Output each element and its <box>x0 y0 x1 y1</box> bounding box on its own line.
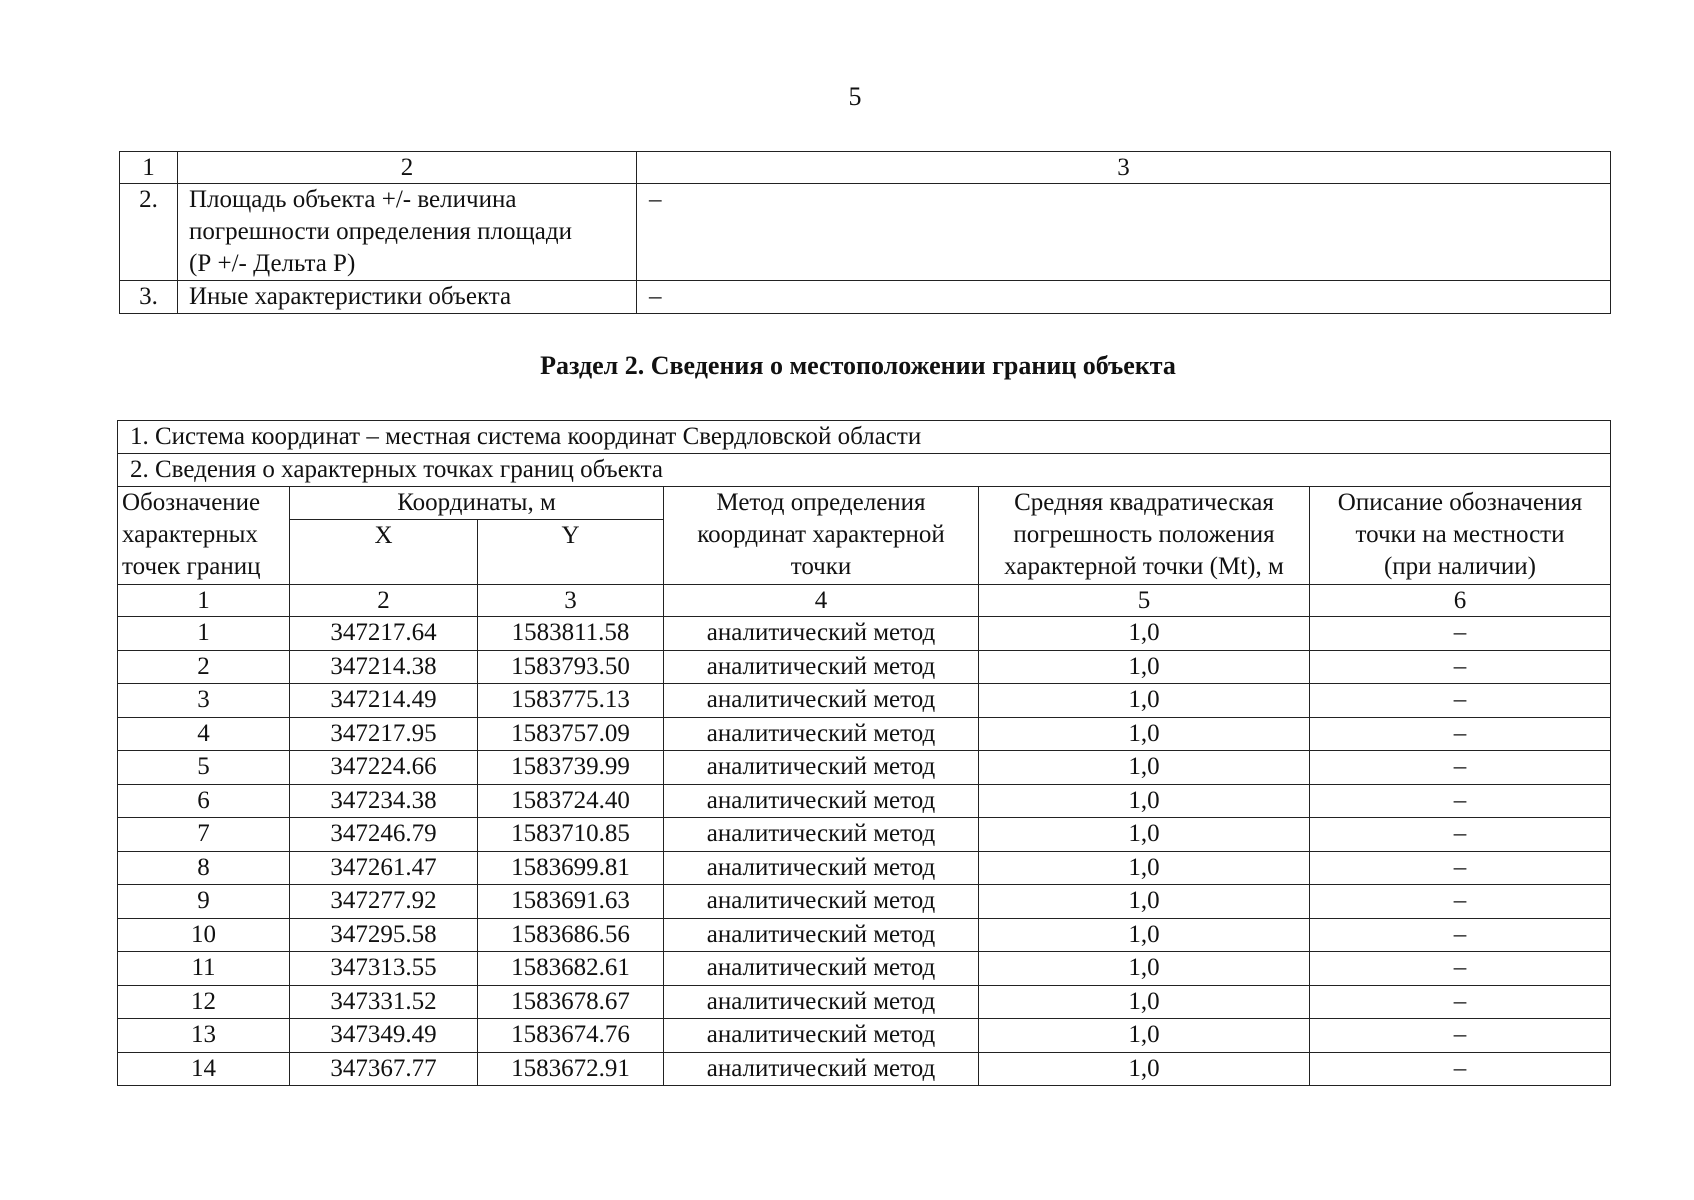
point-number-cell: 1 <box>118 617 290 651</box>
row-label-line: Площадь объекта +/- величина <box>189 186 517 213</box>
table1-row <box>120 184 1611 281</box>
point-number-cell: 12 <box>118 985 290 1019</box>
header-designation <box>118 487 290 585</box>
method-cell: аналитический метод <box>664 851 979 885</box>
description-cell: – <box>1310 751 1611 785</box>
coord-x-cell: 347217.95 <box>290 717 478 751</box>
coord-x-cell: 347214.38 <box>290 650 478 684</box>
coord-x-cell: 347224.66 <box>290 751 478 785</box>
column-number: 5 <box>979 585 1310 617</box>
header-y: Y <box>478 520 664 585</box>
header-line: характерной точки (Mt), м <box>1004 553 1284 580</box>
table-row <box>118 650 1611 684</box>
row-value: – <box>637 281 1611 314</box>
method-cell: аналитический метод <box>664 1052 979 1086</box>
method-cell: аналитический метод <box>664 617 979 651</box>
column-number: 3 <box>478 585 664 617</box>
description-cell: – <box>1310 1019 1611 1053</box>
coord-y-cell: 1583686.56 <box>478 918 664 952</box>
description-cell: – <box>1310 851 1611 885</box>
table1-row <box>120 281 1611 314</box>
coord-y-cell: 1583811.58 <box>478 617 664 651</box>
mean-error-cell: 1,0 <box>979 851 1310 885</box>
header-line: координат характерной <box>697 521 945 548</box>
point-number-cell: 5 <box>118 751 290 785</box>
point-number-cell: 4 <box>118 717 290 751</box>
table1-header-cell: 1 <box>120 152 178 184</box>
point-number-cell: 14 <box>118 1052 290 1086</box>
point-number-cell: 3 <box>118 684 290 718</box>
coord-y-cell: 1583793.50 <box>478 650 664 684</box>
method-cell: аналитический метод <box>664 1019 979 1053</box>
header-line: точки на местности <box>1355 521 1565 548</box>
mean-error-cell: 1,0 <box>979 952 1310 986</box>
mean-error-cell: 1,0 <box>979 717 1310 751</box>
table-row <box>118 985 1611 1019</box>
row-label-line: погрешности определения площади <box>189 218 572 245</box>
description-cell: – <box>1310 985 1611 1019</box>
table1-header-cell: 2 <box>178 152 637 184</box>
column-number: 2 <box>290 585 478 617</box>
point-number-cell: 7 <box>118 818 290 852</box>
table-row <box>118 684 1611 718</box>
header-line: точек границ <box>122 553 261 580</box>
mean-error-cell: 1,0 <box>979 818 1310 852</box>
point-number-cell: 11 <box>118 952 290 986</box>
coord-y-cell: 1583699.81 <box>478 851 664 885</box>
header-line: характерных <box>122 521 258 548</box>
coordinate-system-row <box>118 421 1611 454</box>
method-cell: аналитический метод <box>664 918 979 952</box>
table-row <box>118 818 1611 852</box>
header-line: Описание обозначения <box>1337 489 1583 516</box>
point-number-cell: 13 <box>118 1019 290 1053</box>
header-description <box>1310 487 1611 585</box>
points-info-cell: 2. Сведения о характерных точках границ объекта <box>118 454 1611 487</box>
point-number-cell: 10 <box>118 918 290 952</box>
header-line: Обозначение <box>122 489 261 516</box>
mean-error-cell: 1,0 <box>979 985 1310 1019</box>
coord-x-cell: 347214.49 <box>290 684 478 718</box>
coord-y-cell: 1583739.99 <box>478 751 664 785</box>
coord-x-cell: 347295.58 <box>290 918 478 952</box>
header-error <box>979 487 1310 585</box>
description-cell: – <box>1310 717 1611 751</box>
coord-y-cell: 1583710.85 <box>478 818 664 852</box>
coord-x-cell: 347349.49 <box>290 1019 478 1053</box>
mean-error-cell: 1,0 <box>979 617 1310 651</box>
table-row <box>118 1019 1611 1053</box>
method-cell: аналитический метод <box>664 717 979 751</box>
row-number: 3. <box>120 281 178 314</box>
header-line: Метод определения <box>716 489 926 516</box>
coordinate-system-cell: 1. Система координат – местная система координат Свердловской области <box>118 421 1611 454</box>
boundary-points-table <box>117 420 1611 1086</box>
header-method <box>664 487 979 585</box>
method-cell: аналитический метод <box>664 684 979 718</box>
table-row <box>118 1052 1611 1086</box>
description-cell: – <box>1310 1052 1611 1086</box>
coord-x-cell: 347261.47 <box>290 851 478 885</box>
coord-x-cell: 347331.52 <box>290 985 478 1019</box>
method-cell: аналитический метод <box>664 784 979 818</box>
row-label-line: Иные характеристики объекта <box>189 283 512 310</box>
table-row <box>118 751 1611 785</box>
table1-header-cell: 3 <box>637 152 1611 184</box>
table-row <box>118 851 1611 885</box>
object-characteristics-table <box>119 151 1611 314</box>
description-cell: – <box>1310 650 1611 684</box>
coord-y-cell: 1583724.40 <box>478 784 664 818</box>
header-row <box>118 487 1611 520</box>
table1-header-row <box>120 152 1611 184</box>
description-cell: – <box>1310 818 1611 852</box>
coord-y-cell: 1583775.13 <box>478 684 664 718</box>
coord-y-cell: 1583672.91 <box>478 1052 664 1086</box>
description-cell: – <box>1310 918 1611 952</box>
description-cell: – <box>1310 952 1611 986</box>
coord-y-cell: 1583691.63 <box>478 885 664 919</box>
points-info-row <box>118 454 1611 487</box>
coord-y-cell: 1583678.67 <box>478 985 664 1019</box>
table-row <box>118 717 1611 751</box>
page-number: 5 <box>848 82 862 111</box>
method-cell: аналитический метод <box>664 885 979 919</box>
coord-y-cell: 1583757.09 <box>478 717 664 751</box>
coord-y-cell: 1583674.76 <box>478 1019 664 1053</box>
description-cell: – <box>1310 784 1611 818</box>
coord-x-cell: 347246.79 <box>290 818 478 852</box>
section-title: Раздел 2. Сведения о местоположении границ объекта <box>540 351 1176 380</box>
column-number-row <box>118 585 1611 617</box>
coord-y-cell: 1583682.61 <box>478 952 664 986</box>
header-line: погрешность положения <box>1013 521 1275 548</box>
description-cell: – <box>1310 684 1611 718</box>
mean-error-cell: 1,0 <box>979 751 1310 785</box>
column-number: 4 <box>664 585 979 617</box>
coord-x-cell: 347313.55 <box>290 952 478 986</box>
header-line: (при наличии) <box>1383 553 1537 580</box>
method-cell: аналитический метод <box>664 650 979 684</box>
method-cell: аналитический метод <box>664 985 979 1019</box>
point-number-cell: 6 <box>118 784 290 818</box>
row-label-line: (Р +/- Дельта Р) <box>189 250 356 277</box>
description-cell: – <box>1310 885 1611 919</box>
coord-x-cell: 347217.64 <box>290 617 478 651</box>
column-number: 1 <box>118 585 290 617</box>
point-number-cell: 8 <box>118 851 290 885</box>
header-line: точки <box>790 553 852 580</box>
description-cell: – <box>1310 617 1611 651</box>
method-cell: аналитический метод <box>664 818 979 852</box>
table-row <box>118 784 1611 818</box>
row-number: 2. <box>120 184 178 281</box>
mean-error-cell: 1,0 <box>979 1052 1310 1086</box>
coord-x-cell: 347277.92 <box>290 885 478 919</box>
method-cell: аналитический метод <box>664 952 979 986</box>
column-number: 6 <box>1310 585 1611 617</box>
mean-error-cell: 1,0 <box>979 885 1310 919</box>
method-cell: аналитический метод <box>664 751 979 785</box>
table-row <box>118 617 1611 651</box>
row-label <box>178 184 637 281</box>
mean-error-cell: 1,0 <box>979 918 1310 952</box>
point-number-cell: 2 <box>118 650 290 684</box>
mean-error-cell: 1,0 <box>979 784 1310 818</box>
header-x: X <box>290 520 478 585</box>
mean-error-cell: 1,0 <box>979 684 1310 718</box>
row-label <box>178 281 637 314</box>
table-row <box>118 918 1611 952</box>
point-number-cell: 9 <box>118 885 290 919</box>
row-value: – <box>637 184 1611 281</box>
table-row <box>118 885 1611 919</box>
coord-x-cell: 347367.77 <box>290 1052 478 1086</box>
header-coordinates: Координаты, м <box>290 487 664 520</box>
coord-x-cell: 347234.38 <box>290 784 478 818</box>
mean-error-cell: 1,0 <box>979 1019 1310 1053</box>
mean-error-cell: 1,0 <box>979 650 1310 684</box>
table-row <box>118 952 1611 986</box>
header-line: Средняя квадратическая <box>1014 489 1274 516</box>
